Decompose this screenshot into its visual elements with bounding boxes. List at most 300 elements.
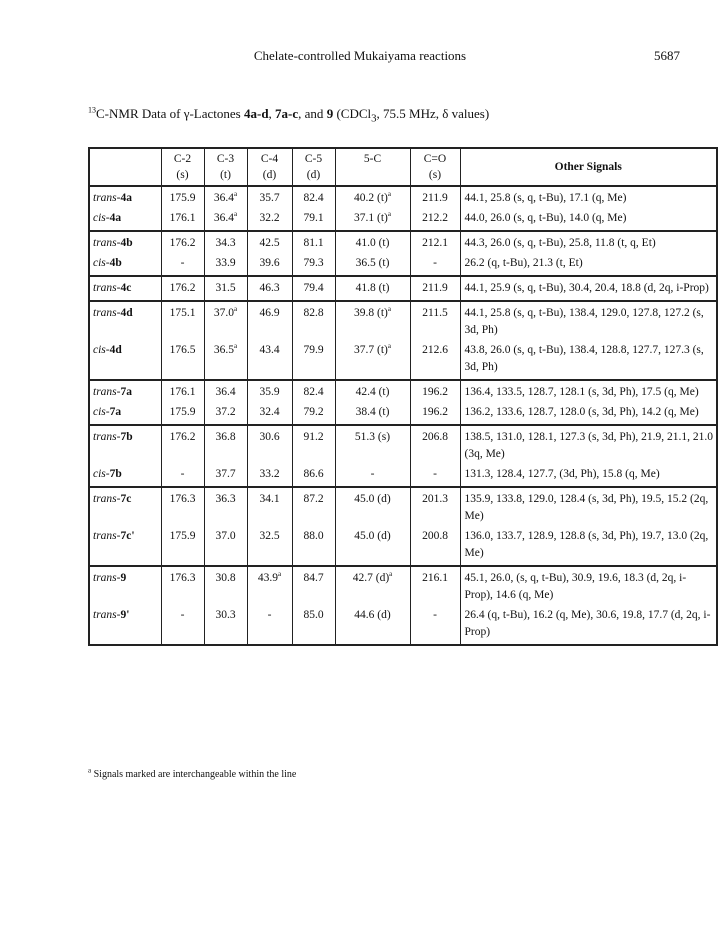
c4-cell: [247, 525, 292, 566]
c5-substituent-cell-value: 38.4 (t): [355, 406, 390, 418]
carbonyl-cell-value: 201.3: [422, 493, 448, 505]
column-header-multiplicity: (d): [262, 169, 277, 181]
c5-cell: [292, 401, 335, 425]
carbonyl-cell-value: 200.8: [422, 530, 448, 542]
c2-cell: [161, 604, 204, 645]
compound-cell: [89, 339, 161, 380]
column-header: [247, 148, 292, 186]
c5-cell-value: 84.7: [303, 572, 324, 584]
caption-text-tail: , 75.5 MHz, δ values): [376, 106, 490, 121]
c5-cell: [292, 186, 335, 207]
c2-cell: [161, 301, 204, 339]
c4-cell-value: 35.7: [259, 192, 280, 204]
compound-cell: [89, 487, 161, 525]
c2-cell-value: 176.1: [169, 212, 196, 224]
other-signals-cell: [460, 276, 717, 301]
c4-cell-value: 32.2: [259, 212, 280, 224]
table-row: [89, 463, 717, 487]
c2-cell: [161, 231, 204, 252]
c5-cell: [292, 231, 335, 252]
c5-substituent-cell: [335, 487, 410, 525]
c5-cell: [292, 604, 335, 645]
table-row: [89, 487, 717, 525]
stereo-prefix: trans-: [93, 192, 121, 204]
other-signals-cell: [460, 186, 717, 207]
stereo-prefix: cis-: [93, 344, 110, 356]
c5-cell: [292, 566, 335, 604]
caption-solvent: (CDCl: [333, 106, 372, 121]
c5-cell-value: 91.2: [303, 431, 324, 443]
column-header-label: C-4: [260, 153, 279, 165]
other-signals-cell-value: 45.1, 26.0, (s, q, t-Bu), 30.9, 19.6, 18.3 (d, 2q, i-Prop), 14.6 (q, Me): [464, 572, 687, 601]
compound-id: 4b: [120, 237, 133, 249]
other-signals-cell: [460, 301, 717, 339]
c2-cell: [161, 401, 204, 425]
c2-cell: [161, 463, 204, 487]
compound-id: 7c: [120, 493, 132, 505]
interchangeable-mark: a: [234, 190, 238, 199]
compound-id: 4a: [109, 212, 122, 224]
other-signals-cell: [460, 425, 717, 463]
table-row: [89, 186, 717, 207]
stereo-prefix: trans-: [93, 386, 121, 398]
c5-substituent-cell-value: 37.1 (t): [354, 212, 388, 224]
table-row: [89, 425, 717, 463]
interchangeable-mark: a: [387, 190, 391, 199]
interchangeable-mark: a: [234, 305, 238, 314]
c2-cell: [161, 186, 204, 207]
c4-cell-value: 42.5: [259, 237, 280, 249]
interchangeable-mark: a: [278, 570, 282, 579]
carbonyl-cell-value: 211.9: [422, 282, 448, 294]
compound-cell: [89, 207, 161, 231]
c5-cell: [292, 339, 335, 380]
compound-id: 7a: [109, 406, 122, 418]
c4-cell-value: 46.9: [259, 307, 280, 319]
c5-substituent-cell-value: 39.8 (t): [354, 307, 388, 319]
c5-cell-value: 85.0: [303, 609, 324, 621]
column-header-multiplicity: (t): [220, 169, 231, 181]
other-signals-cell-value: 44.0, 26.0 (s, q, t-Bu), 14.0 (q, Me): [464, 212, 627, 224]
caption-compound-9: 9: [326, 106, 334, 121]
c2-cell-value: 175.9: [169, 192, 196, 204]
c5-cell-value: 79.1: [303, 212, 324, 224]
carbonyl-cell: [410, 487, 460, 525]
column-header-label: C-3: [216, 153, 235, 165]
c3-cell: [204, 604, 247, 645]
c2-cell-value: 176.1: [169, 386, 196, 398]
table-row: [89, 301, 717, 339]
other-signals-cell: [460, 566, 717, 604]
other-signals-cell: [460, 231, 717, 252]
c4-cell: [247, 604, 292, 645]
footnote-mark: a: [88, 766, 92, 775]
c5-substituent-cell: [335, 425, 410, 463]
column-header: [204, 148, 247, 186]
c2-cell-value: 176.3: [169, 493, 196, 505]
c5-cell-value: 79.9: [303, 344, 324, 356]
carbonyl-cell-value: 211.9: [422, 192, 448, 204]
compound-cell: [89, 252, 161, 276]
compound-cell: [89, 301, 161, 339]
carbonyl-cell: [410, 425, 460, 463]
c5-cell: [292, 252, 335, 276]
footnote-text: Signals marked are interchangeable within the line: [91, 769, 297, 780]
table-row: [89, 401, 717, 425]
c3-cell: [204, 525, 247, 566]
other-signals-cell-value: 131.3, 128.4, 127.7, (3d, Ph), 15.8 (q, Me): [464, 468, 660, 480]
table-row: [89, 339, 717, 380]
caption-isotope-superscript: 13: [88, 105, 96, 115]
c3-cell: [204, 186, 247, 207]
c3-cell-value: 37.0: [213, 307, 234, 319]
stereo-prefix: trans-: [93, 307, 121, 319]
carbonyl-cell-value: 196.2: [422, 386, 448, 398]
other-signals-cell: [460, 401, 717, 425]
c5-substituent-cell-value: 42.7 (d): [352, 572, 390, 584]
c3-cell: [204, 425, 247, 463]
c3-cell-value: 37.2: [215, 406, 236, 418]
interchangeable-mark: a: [387, 342, 391, 351]
c3-cell: [204, 207, 247, 231]
stereo-prefix: cis-: [93, 257, 110, 269]
c5-cell: [292, 207, 335, 231]
nmr-data-table-wrapper: [88, 147, 716, 646]
c2-cell: [161, 207, 204, 231]
c3-cell: [204, 276, 247, 301]
c5-cell-value: 87.2: [303, 493, 324, 505]
compound-cell: [89, 566, 161, 604]
c3-cell-value: 37.7: [215, 468, 236, 480]
c3-cell-value: 36.5: [213, 344, 234, 356]
c5-cell: [292, 463, 335, 487]
c3-cell-value: 36.4: [213, 212, 234, 224]
carbonyl-cell: [410, 186, 460, 207]
table-row: [89, 231, 717, 252]
c5-cell: [292, 380, 335, 401]
c4-cell: [247, 401, 292, 425]
c3-cell: [204, 252, 247, 276]
table-row: [89, 207, 717, 231]
compound-id: 4a: [120, 192, 132, 204]
c3-cell: [204, 301, 247, 339]
c2-cell: [161, 339, 204, 380]
table-row: [89, 566, 717, 604]
other-signals-cell: [460, 487, 717, 525]
other-signals-cell-value: 138.5, 131.0, 128.1, 127.3 (s, 3d, Ph), 21.9, 21.1, 21.0 (3q, Me): [464, 431, 714, 460]
c5-cell-value: 79.3: [303, 257, 324, 269]
c5-cell-value: 79.4: [303, 282, 324, 294]
other-signals-cell-value: 26.4 (q, t-Bu), 16.2 (q, Me), 30.6, 19.8, 17.7 (d, 2q, i-Prop): [464, 609, 711, 638]
carbonyl-cell-value: 206.8: [422, 431, 448, 443]
other-signals-cell-value: 44.1, 25.8 (s, q, t-Bu), 17.1 (q, Me): [464, 192, 627, 204]
c4-cell: [247, 276, 292, 301]
c4-cell-value: -: [267, 609, 272, 621]
running-title: Chelate-controlled Mukaiyama reactions: [253, 48, 467, 63]
c4-cell: [247, 252, 292, 276]
c5-substituent-cell-value: 45.0 (d): [354, 493, 391, 505]
compound-id: 9: [120, 572, 127, 584]
c4-cell: [247, 186, 292, 207]
c5-substituent-cell: [335, 566, 410, 604]
c2-cell-value: 176.2: [169, 282, 196, 294]
stereo-prefix: trans-: [93, 493, 121, 505]
table-body: [89, 186, 717, 645]
interchangeable-mark: a: [234, 342, 238, 351]
compound-cell: [89, 276, 161, 301]
c5-substituent-cell: [335, 252, 410, 276]
compound-cell: [89, 525, 161, 566]
c5-substituent-cell: [335, 401, 410, 425]
other-signals-cell-value: 136.4, 133.5, 128.7, 128.1 (s, 3d, Ph), 17.5 (q, Me): [464, 386, 699, 398]
c5-substituent-cell-value: 41.0 (t): [355, 237, 390, 249]
column-header: [335, 148, 410, 186]
c4-cell: [247, 339, 292, 380]
caption-solvent-subscript: 3: [371, 112, 377, 125]
column-header-label: C-5: [304, 153, 323, 165]
carbonyl-cell: [410, 301, 460, 339]
stereo-prefix: cis-: [93, 406, 110, 418]
table-row: [89, 380, 717, 401]
stereo-prefix: trans-: [93, 431, 121, 443]
carbonyl-cell-value: 211.5: [422, 307, 448, 319]
c2-cell-value: 175.1: [169, 307, 196, 319]
column-header: [89, 148, 161, 186]
compound-id: 7c': [120, 530, 135, 542]
compound-id: 7b: [109, 468, 122, 480]
c4-cell-value: 34.1: [259, 493, 280, 505]
c5-substituent-cell-value: 44.6 (d): [354, 609, 391, 621]
compound-id: 9': [120, 609, 130, 621]
table-row: [89, 604, 717, 645]
compound-id: 7b: [120, 431, 133, 443]
c5-substituent-cell: [335, 604, 410, 645]
c2-cell: [161, 380, 204, 401]
carbonyl-cell: [410, 276, 460, 301]
interchangeable-mark: a: [387, 305, 391, 314]
c2-cell-value: 175.9: [169, 406, 196, 418]
c2-cell-value: 175.9: [169, 530, 196, 542]
compound-id: 4c: [120, 282, 132, 294]
c5-substituent-cell: [335, 186, 410, 207]
c3-cell-value: 30.3: [215, 609, 236, 621]
carbonyl-cell-value: 212.2: [422, 212, 448, 224]
c5-cell: [292, 425, 335, 463]
other-signals-cell-value: 135.9, 133.8, 129.0, 128.4 (s, 3d, Ph), 19.5, 15.2 (2q, Me): [464, 493, 709, 522]
carbonyl-cell: [410, 463, 460, 487]
c4-cell-value: 43.9: [257, 572, 278, 584]
compound-cell: [89, 463, 161, 487]
stereo-prefix: cis-: [93, 468, 110, 480]
c4-cell: [247, 425, 292, 463]
table-caption: [88, 106, 489, 125]
column-header-label: C-2: [173, 153, 192, 165]
stereo-prefix: trans-: [93, 530, 121, 542]
c5-substituent-cell: [335, 231, 410, 252]
c5-cell-value: 88.0: [303, 530, 324, 542]
c4-cell: [247, 207, 292, 231]
carbonyl-cell: [410, 566, 460, 604]
compound-cell: [89, 231, 161, 252]
carbonyl-cell: [410, 604, 460, 645]
other-signals-cell: [460, 604, 717, 645]
c4-cell: [247, 301, 292, 339]
interchangeable-mark: a: [387, 210, 391, 219]
table-row: [89, 252, 717, 276]
c5-substituent-cell: [335, 463, 410, 487]
other-signals-cell: [460, 252, 717, 276]
table-row: [89, 276, 717, 301]
c3-cell: [204, 380, 247, 401]
carbonyl-cell-value: 212.6: [422, 344, 448, 356]
stereo-prefix: trans-: [93, 572, 121, 584]
c4-cell-value: 39.6: [259, 257, 280, 269]
carbonyl-cell-value: 212.1: [422, 237, 448, 249]
column-header: [410, 148, 460, 186]
c4-cell-value: 35.9: [259, 386, 280, 398]
c2-cell: [161, 525, 204, 566]
caption-text-pre: C-NMR Data of γ-Lactones: [96, 106, 244, 121]
carbonyl-cell-value: -: [433, 257, 437, 269]
c5-substituent-cell-value: 40.2 (t): [354, 192, 388, 204]
c3-cell: [204, 566, 247, 604]
c2-cell-value: 176.2: [169, 237, 196, 249]
c3-cell-value: 34.3: [215, 237, 236, 249]
c2-cell-value: -: [180, 257, 185, 269]
interchangeable-mark: a: [389, 570, 393, 579]
table-footnote: [88, 766, 297, 780]
other-signals-cell: [460, 380, 717, 401]
c4-cell: [247, 463, 292, 487]
c4-cell-value: 46.3: [259, 282, 280, 294]
stereo-prefix: cis-: [93, 212, 110, 224]
compound-id: 4b: [109, 257, 122, 269]
compound-id: 4d: [120, 307, 133, 319]
table-row: [89, 525, 717, 566]
c2-cell: [161, 425, 204, 463]
carbonyl-cell-value: -: [433, 468, 437, 480]
interchangeable-mark: a: [234, 210, 238, 219]
other-signals-cell-value: 136.2, 133.6, 128.7, 128.0 (s, 3d, Ph), 14.2 (q, Me): [464, 406, 699, 418]
c5-substituent-cell: [335, 380, 410, 401]
carbonyl-cell: [410, 231, 460, 252]
other-signals-cell: [460, 339, 717, 380]
nmr-data-table: [88, 147, 718, 646]
c5-substituent-cell: [335, 301, 410, 339]
other-signals-cell-value: 136.0, 133.7, 128.9, 128.8 (s, 3d, Ph), 19.7, 13.0 (2q, Me): [464, 530, 709, 559]
c5-substituent-cell-value: 36.5 (t): [355, 257, 390, 269]
c4-cell-value: 32.5: [259, 530, 280, 542]
c4-cell-value: 43.4: [259, 344, 280, 356]
compound-id: 4d: [109, 344, 122, 356]
stereo-prefix: trans-: [93, 282, 121, 294]
c5-cell-value: 82.4: [303, 192, 324, 204]
other-signals-cell-value: 44.3, 26.0 (s, q, t-Bu), 25.8, 11.8 (t, q, Et): [464, 237, 656, 249]
column-header-multiplicity: (s): [428, 169, 442, 181]
carbonyl-cell: [410, 339, 460, 380]
c2-cell: [161, 276, 204, 301]
c3-cell: [204, 401, 247, 425]
other-signals-cell: [460, 525, 717, 566]
c5-cell-value: 86.6: [303, 468, 324, 480]
c4-cell: [247, 566, 292, 604]
column-header: [292, 148, 335, 186]
other-signals-cell-value: 26.2 (q, t-Bu), 21.3 (t, Et): [464, 257, 583, 269]
c3-cell-value: 31.5: [215, 282, 236, 294]
c5-substituent-cell-value: 42.4 (t): [355, 386, 390, 398]
column-header: [460, 148, 717, 186]
page-number: 5687: [654, 48, 680, 63]
c5-cell-value: 81.1: [303, 237, 324, 249]
compound-cell: [89, 380, 161, 401]
other-signals-cell: [460, 207, 717, 231]
table-header: [89, 148, 717, 186]
c3-cell-value: 37.0: [215, 530, 236, 542]
c2-cell: [161, 487, 204, 525]
stereo-prefix: trans-: [93, 609, 121, 621]
c4-cell-value: 30.6: [259, 431, 280, 443]
carbonyl-cell-value: -: [433, 609, 437, 621]
c4-cell-value: 32.4: [259, 406, 280, 418]
compound-cell: [89, 401, 161, 425]
other-signals-cell-value: 44.1, 25.9 (s, q, t-Bu), 30.4, 20.4, 18.8 (d, 2q, i-Prop): [464, 282, 709, 294]
c2-cell-value: 176.3: [169, 572, 196, 584]
compound-id: 7a: [120, 386, 132, 398]
other-signals-cell-value: 43.8, 26.0 (s, q, t-Bu), 138.4, 128.8, 127.7, 127.3 (s, 3d, Ph): [464, 344, 704, 373]
column-header-label: C=O: [423, 153, 447, 165]
carbonyl-cell: [410, 252, 460, 276]
c5-cell: [292, 301, 335, 339]
other-signals-cell-value: 44.1, 25.8 (s, q, t-Bu), 138.4, 129.0, 127.8, 127.2 (s, 3d, Ph): [464, 307, 704, 336]
compound-cell: [89, 186, 161, 207]
c5-cell-value: 82.4: [303, 386, 324, 398]
c3-cell: [204, 487, 247, 525]
carbonyl-cell: [410, 401, 460, 425]
caption-compound-7: 7a-c: [275, 106, 299, 121]
c4-cell-value: 33.2: [259, 468, 280, 480]
column-header-label: 5-C: [363, 153, 382, 165]
c5-cell-value: 82.8: [303, 307, 324, 319]
c2-cell-value: 176.2: [169, 431, 196, 443]
c5-substituent-cell: [335, 339, 410, 380]
column-header: [161, 148, 204, 186]
c5-substituent-cell-value: 41.8 (t): [355, 282, 390, 294]
c4-cell: [247, 380, 292, 401]
c5-substituent-cell-value: 45.0 (d): [354, 530, 391, 542]
carbonyl-cell-value: 196.2: [422, 406, 448, 418]
other-signals-cell: [460, 463, 717, 487]
c3-cell: [204, 231, 247, 252]
c2-cell-value: -: [180, 609, 185, 621]
c5-cell: [292, 276, 335, 301]
column-header-multiplicity: (d): [306, 169, 321, 181]
c3-cell-value: 30.8: [215, 572, 236, 584]
column-header-label: Other Signals: [554, 161, 622, 173]
c3-cell-value: 36.4: [213, 192, 234, 204]
carbonyl-cell: [410, 525, 460, 566]
carbonyl-cell: [410, 207, 460, 231]
c5-cell-value: 79.2: [303, 406, 324, 418]
c3-cell: [204, 339, 247, 380]
c3-cell-value: 36.4: [215, 386, 236, 398]
c4-cell: [247, 231, 292, 252]
compound-cell: [89, 604, 161, 645]
c5-substituent-cell: [335, 207, 410, 231]
c3-cell-value: 36.8: [215, 431, 236, 443]
c2-cell: [161, 252, 204, 276]
c3-cell-value: 33.9: [215, 257, 236, 269]
caption-sep-2: , and: [298, 106, 327, 121]
